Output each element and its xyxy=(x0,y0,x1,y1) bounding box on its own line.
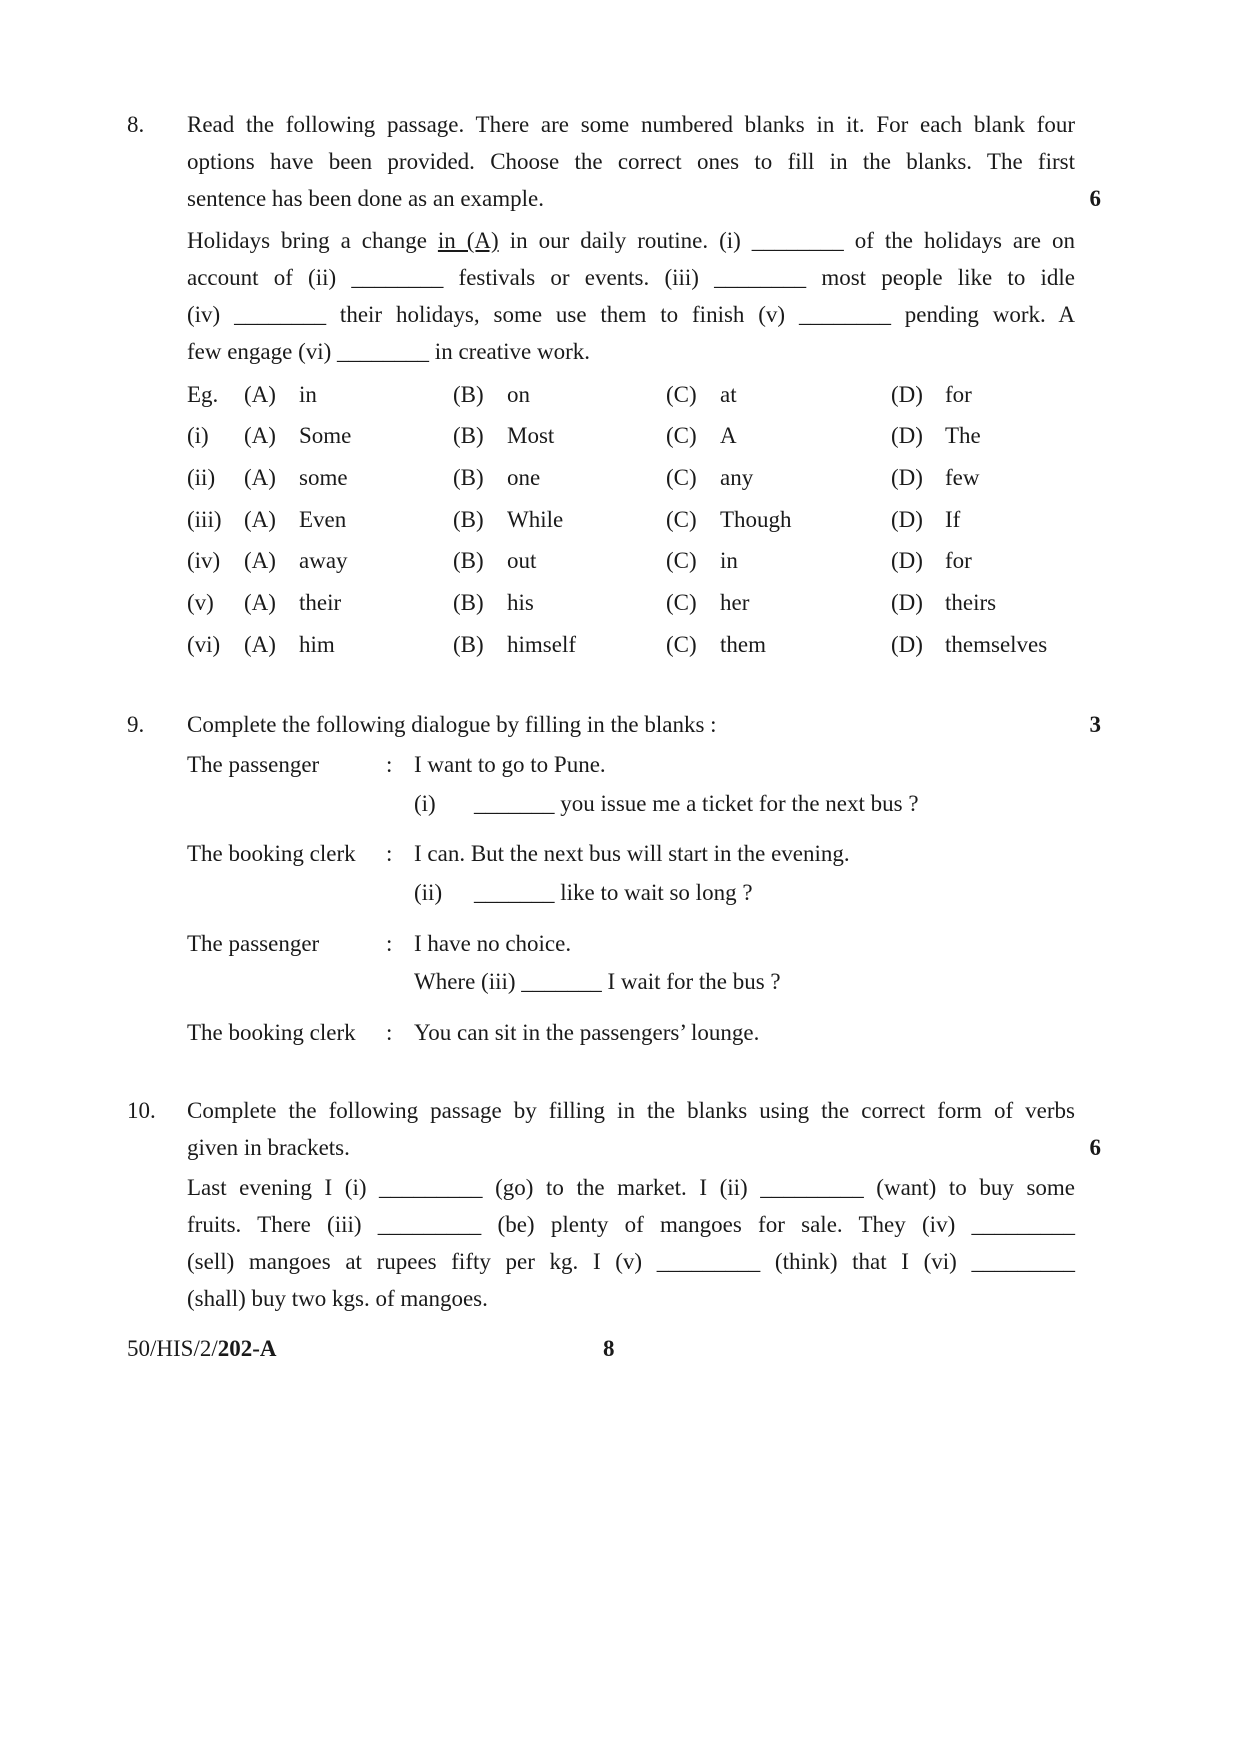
q9-number: 9. xyxy=(127,712,145,737)
q8-passage-line-4: few engage (vi) ________ in creative work. xyxy=(187,339,590,364)
blank-label: (i) xyxy=(414,791,436,816)
page-number: 8 xyxy=(603,1336,615,1361)
q10-passage-line-3: (sell) mangoes at rupees fifty per kg. I (v) _________ (think) that I (vi) _________ xyxy=(187,1249,1075,1274)
q10-instruction-line-2: given in brackets. xyxy=(187,1135,350,1160)
q10-passage-line-4: (shall) buy two kgs. of mangoes. xyxy=(187,1286,488,1311)
example-answer: in (A) xyxy=(437,228,499,253)
colon: : xyxy=(386,931,393,956)
q8-instruction-line-3: sentence has been done as an example. xyxy=(187,186,544,211)
q9-instruction: Complete the following dialogue by filling in the blanks : xyxy=(187,712,717,737)
paper-code: 50/HIS/2/202-A xyxy=(127,1336,277,1361)
q8-passage-line-3: (iv) ________ their holidays, some use them to finish (v) ________ pending work. A xyxy=(187,302,1075,327)
colon: : xyxy=(386,752,393,777)
dialogue-line: I want to go to Pune. xyxy=(414,752,606,777)
q8-number: 8. xyxy=(127,112,145,137)
speaker-passenger: The passenger xyxy=(187,752,320,777)
q8-instruction-line-1: Read the following passage. There are some numbered blanks in it. For each blank four xyxy=(187,112,1075,137)
dialogue-line: I have no choice. xyxy=(414,931,572,956)
q9-marks: 3 xyxy=(1089,712,1101,737)
dialogue-line: I can. But the next bus will start in the evening. xyxy=(414,841,850,866)
speaker-passenger: The passenger xyxy=(187,931,320,956)
colon: : xyxy=(386,1020,393,1045)
q10-passage-line-1: Last evening I (i) _________ (go) to the market. I (ii) _________ (want) to buy some xyxy=(187,1175,1075,1200)
dialogue-line: _______ you issue me a ticket for the next bus ? xyxy=(474,791,919,816)
speaker-booking-clerk: The booking clerk xyxy=(187,841,356,866)
dialogue-line: You can sit in the passengers’ lounge. xyxy=(414,1020,760,1045)
dialogue-line: Where (iii) _______ I wait for the bus ? xyxy=(414,969,781,994)
blank-label: (ii) xyxy=(414,880,443,905)
q8-marks: 6 xyxy=(1089,186,1101,211)
q8-passage-line-2: account of (ii) ________ festivals or events. (iii) ________ most people like to idle xyxy=(187,265,1075,290)
dialogue-line: _______ like to wait so long ? xyxy=(474,880,753,905)
q10-number: 10. xyxy=(127,1098,156,1123)
q10-passage-line-2: fruits. There (iii) _________ (be) plenty of mangoes for sale. They (iv) _________ xyxy=(187,1212,1075,1237)
q10-instruction-line-1: Complete the following passage by filling in the blanks using the correct form of verbs xyxy=(187,1098,1075,1123)
q10-marks: 6 xyxy=(1089,1135,1101,1160)
q8-passage-line-1: Holidays bring a change in (A) in our daily routine. (i) ________ of the holidays are on xyxy=(187,228,1075,253)
speaker-booking-clerk: The booking clerk xyxy=(187,1020,356,1045)
q8-instruction-line-2: options have been provided. Choose the correct ones to fill in the blanks. The first xyxy=(187,149,1075,174)
colon: : xyxy=(386,841,393,866)
